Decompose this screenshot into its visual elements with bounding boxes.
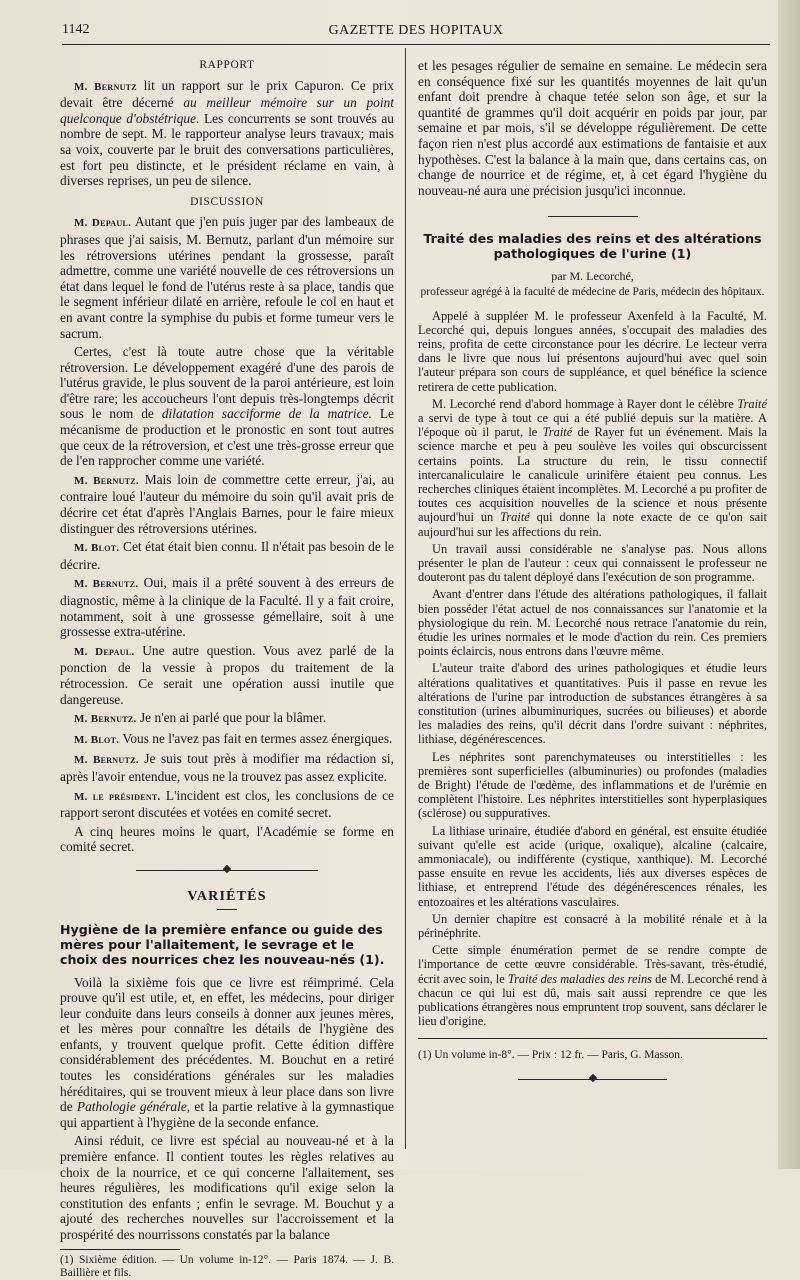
section-rule [548,216,638,217]
discussion-paragraph [60,472,394,536]
text: lit un rapport sur le prix Capuron. Ce prix devait être décerné [60,77,394,111]
continued-paragraph: et les pesages régulier de semaine en semaine. Le médecin sera en conséquence fixé sur les quantités moyennes de lait qu'un enfant doit prendre à chaque tetée selon son âge, et sur la quantité de grammes qu'il doit acquérir en poids par jour, par semaine et par mois, s'il se développe régulièrement. De cette façon rien n'est plus accordé aux estimations de fantaisie et aux hypothèses. C'est la balance à la main que, dans certains cas, on change de nourrice et de régime, et, à cet égard l'hygiène du nouveau-né aura une précision jusqu'ici inconnue. [418,58,767,198]
column-divider [405,48,406,1149]
discussion-paragraph [60,575,394,639]
italic-text: Traité [542,425,573,440]
text: Je n'en ai parlé que pour la blâmer. [139,710,327,726]
discussion-heading: DISCUSSION [190,195,264,208]
footnote-rule [60,1249,180,1250]
traite-paragraph: Appelé à suppléer M. le professeur Axenfeld à la Faculté, M. Lecorché qui, depuis longues années, s'occupait des maladies des reins, profita de cette circonstance pour les décrire. Le lecteur verra dans le livre que nous lui présentons aujourd'hui avec quel soin l'auteur prépara son cours de suppléance, et quel bénéfice la science retirera de cette publication. [418,308,767,394]
short-rule [217,909,237,910]
speaker-name: M. Bernutz. [74,754,139,767]
footnote: (1) Sixième édition. — Un volume in-12°. — Paris 1874. — J. B. Baillière et fils. [60,1253,394,1279]
text: Une autre question. Vous avez parlé de la ponction de la vessie à propos du traitement de la rétrocession. Ce serait une opération aussi inutile que dangereuse. [60,642,394,707]
text: de M. Lecorché rend à chacun ce qui lui est dû, mais sait aussi reprendre ce que les publications étrangères nous empruntent trop souvent, sans déclarer le lieu d'origine. [418,971,767,1029]
speaker-name: M. Depaul. [74,645,135,658]
discussion-paragraph [60,751,394,784]
closing-paragraph: A cinq heures moins le quart, l'Académie se forme en comité secret. [60,823,394,855]
journal-title: GAZETTE DES HOPITAUX [328,23,504,38]
text: L'incident est clos, les conclusions de ce rapport seront discutées et votées en comité secret. [60,787,394,821]
discussion-paragraph [60,214,394,341]
speaker-name: M. Bernutz. [74,713,137,726]
speaker-name: M. Bernutz. [74,578,139,591]
traite-body [418,309,767,1029]
text: Cet état était bien connu. Il n'était pas besoin de le décrire. [60,539,394,572]
traite-paragraph: Un dernier chapitre est consacré à la mobilité rénale et à la périnéphrite. [418,911,767,941]
discussion-paragraph [60,710,394,728]
traite-paragraph: La lithiase urinaire, étudiée d'abord en général, est ensuite étudiée suivant qu'elle est acide (urique, oxalique), alcaline (calcaire, ammoniacale), ou indifférente (cystique, xanthique). M. Lecorché passe ensuite en revue les accidents, liés aux diverses espèces de lithiase, et entreprend l'étude des dégénérescences rénales, les entozoaires et les altérations vasculaires. [418,823,767,909]
text: Oui, mais il a prêté souvent à des erreurs de diagnostic, même à la clinique de la Faculté. Il y a fait croire, notamment, soit à une grossesse gémellaire, soit à une grossesse extra-utérine. [60,575,394,640]
discussion-paragraph [60,731,394,749]
italic-text: Traité [500,510,530,525]
traite-paragraph [418,943,767,1028]
italic-text: Traité des maladies des reins [507,971,653,986]
varietes-heading: VARIÉTÉS [187,888,267,904]
page-number: 1142 [62,22,90,37]
italic-text: Pathologie générale, [76,1099,191,1115]
page-edge-shadow [778,0,800,1169]
traite-paragraph [418,397,767,539]
speaker-name: M. Bernutz [74,80,137,93]
text: qui donne la note exacte de ce qu'on sait aujourd'hui sur les affections du rein. [418,510,767,539]
discussion-paragraph [60,344,394,469]
text: Cette simple énumération permet de se rendre compte de l'importance de cette œuvre considérable. Très-savant, très-étudié, écrit avec soin, le [418,943,767,986]
text: Je suis tout près à modifier ma rédaction si, après l'avoir entendue, vous ne la trouvez pas assez explicite. [60,751,395,784]
speaker-name: M. le président. [74,790,161,803]
italic-text: dilatation sacciforme de la matrice. [161,406,372,422]
hygiene-paragraph: Ainsi réduit, ce livre est spécial au nouveau-né et à la première enfance. Il contient toutes les règles relatives au choix de la nourrice, et ce qui concerne l'allaitement, ses heures régulières, les modifications qu'il exige selon la constitution des enfants ; enfin le sevrage. M. Bouchut y a ajouté des recherches nouvelles sur l'accroissement et la prospérité des nourrissons constatés par la balance [60,1133,394,1242]
speaker-name: M. Depaul. [74,217,132,230]
hygiene-paragraph [60,975,394,1131]
speaker-name: M. Blot. [74,733,120,746]
speaker-name: M. Bernutz. [74,474,139,487]
rapport-paragraph [60,78,394,189]
traite-paragraph: Un travail aussi considérable ne s'analyse pas. Nous allons présenter le plan de l'auteur : ceux qui connaissent le professeur ne douteront pas du talent déployé dans l'exécution de son programme. [418,541,767,585]
text: de Rayer fut un événement. Mais la science marche et peu à peu soulève les voiles qui obscurcissent certains points. La structure du rein, le tissu connectif intercanaliculaire le canalicule urinifère étaient peu connus. Les recherches cliniques étaient incomplètes. M. Lecorché a pu profiter de toutes ces acquisition nouvelles de la science et nous présente aujourd'hui un [418,425,768,525]
text: Voilà la sixième fois que ce livre est réimprimé. Cela prouve qu'il est utile, et, en effet, les médecins, pour diriger leur conduite dans leurs conseils à donner aux jeunes mères, et les mères pour connaître les détails de l'hygiène des enfants, y trouvent quelque profit. Cette édition diffère considérablement des précédentes. M. Bouchut en a retiré toutes les considérations générales sur les maladies héréditaires, qui se trouvent mieux à leur place dans son livre de [60,974,394,1115]
author-byline: par M. Lecorché, [551,269,634,284]
text: M. Lecorché rend d'abord hommage à Rayer dont le célèbre [432,396,734,411]
discussion-paragraph [60,788,394,821]
speaker-name: M. Blot. [74,542,120,555]
text: a servi de type à tout ce qui a été publié depuis sur la matière. A l'époque où il parut, le [418,410,767,440]
text: Certes, c'est là toute autre chose que la véritable rétroversion. Le développement exagéré d'une des parois de l'utérus gravide, le plus souvent de la paroi antérieure, est loin d'être rare; les accoucheurs l'ont depuis très-longtemps décrit sous le nom de [60,344,394,422]
footnote-rule [418,1038,767,1039]
text: Mais loin de commettre cette erreur, j'ai, au contraire loué l'auteur du mémoire du soin qu'il avait pris de décrire cet état d'après l'Anglais Barnes, pour le faire mieux distinguer des rétroversions utérines. [60,471,394,536]
text: Vous ne l'avez pas fait en termes assez énergiques. [122,730,393,746]
hygiene-article-title: Hygiène de la première enfance ou guide des mères pour l'allaitement, le sevrage et le choix des nourrices chez les nouveau-nés (1). [60,921,385,967]
right-column [418,58,767,1149]
text: et la partie relative à la gymnastique qui appartient à l'hygiène de la seconde enfance. [60,1099,394,1130]
italic-text: au meilleur mémoire sur un point quelconque d'obstétrique. [60,95,394,126]
ornamental-rule [418,1074,767,1084]
text: Les concurrents se sont trouvés au nombre de sept. M. le rapporteur analyse leurs travaux; mais sa voix, couverte par le bruit des conversations particulières, est fort peu distincte, et le président réclame en vain, à diverses reprises, un peu de silence. [60,110,394,189]
rapport-heading: RAPPORT [199,59,255,71]
discussion-paragraph [60,539,394,572]
footnote: (1) Un volume in-8°. — Prix : 12 fr. — Paris, G. Masson. [418,1049,683,1062]
text: Autant que j'en puis juger par des lambeaux de phrases que j'ai saisis, M. Bernutz, parlant d'un mémoire sur les rétroversions utérines pendant la grossesse, paraît admettre, comme une variété nouvelle de ces rétroversions un état dans lequel le fond de l'utérus reste à sa place, tandis que le segment inférieur dilaté en arrière, refoule le col en haut et en avant contre la symphise du pubis et forme tumeur vers le sacrum. [60,214,394,341]
discussion-paragraph [60,643,394,707]
author-affiliation: professeur agrégé à la faculté de médecine de Paris, médecin des hôpitaux. [420,285,765,298]
left-column [60,58,395,1279]
traite-article-title: Traité des maladies des reins et des altérations pathologiques de l'urine (1) [423,231,762,262]
traite-paragraph: L'auteur traite d'abord des urines pathologiques et étudie leurs altérations qualitatives et quantitatives. Puis il passe en revue les altérations de l'urine par introduction de substances étrangères à sa constitution (urines albuminuriques, sucrées ou bilieuses) et aborde les maladies des reins, qu'il décrit dans l'ordre suivant : néphrites, lithiase, dégénérescences. [418,661,767,747]
ornamental-rule [60,865,394,875]
text: Le mécanisme de production et le pronostic en sont tout autres que ceux de la rétroversion, et c'est une très-grosse erreur que de l'en rapprocher comme une variété. [60,406,394,469]
traite-paragraph: Avant d'entrer dans l'étude des altérations pathologiques, il fallait bien posséder l'état actuel de nos connaissances sur l'anatomie et la physiologique du rein. M. Lecorché nous retrace l'anatomie du rein, étudie les urines normales et le mode d'action du rein. Ces premiers points éclaircis, nous entrons dans l'œuvre même. [418,587,767,659]
traite-paragraph: Les néphrites sont parenchymateuses ou interstitielles : les premières sont superficielles (albuminuries) ou profondes (maladies de Bright) l'étude de l'œdème, des inflammations et de l'urémie en complètent l'histoire. Les néphrites interstitielles sont hyperplasiques (sclérose) ou suppuratives. [418,749,767,821]
italic-text: Traité [737,396,767,411]
page-header [62,22,770,45]
